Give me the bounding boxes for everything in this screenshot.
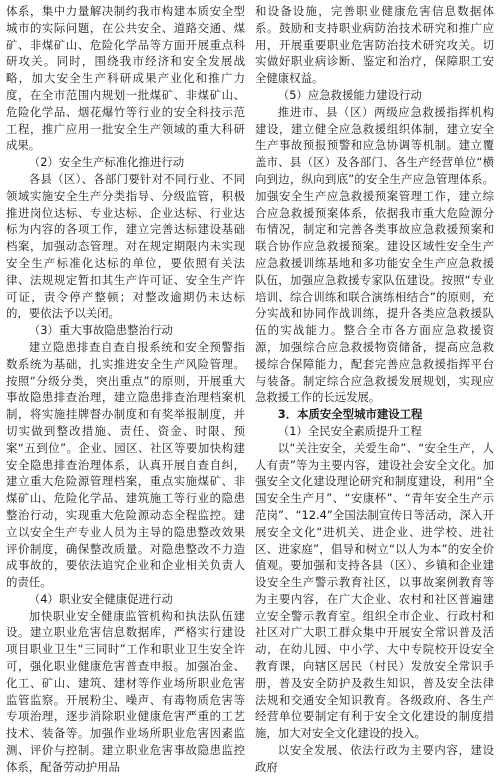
body-paragraph: 和设备设施，完善职业健康危害信息数据体系。鼓励和支持职业病防治技术研究和推广应用，开展重要职业危害防治技术研究攻关。切实做好职业病诊断、鉴定和治疗，保障职工安全健康权益。 (255, 4, 494, 86)
section-heading: 3．本质安全型城市建设工程 (277, 407, 423, 422)
body-paragraph: 以“关注安全，关爱生命”、“安全生产，人人有责”等为主要内容，建设社会安全文化。加强安全文化建设理论研究和制度建设，利用“全国安全生产月”、“安康杯”、“青年安全生产示范岗”、“12.4”全国法制宣传日等活动，深入开展安全文化“进机关、进企业、进学校、进社区、进家庭”，倡导和树立“以人为本”的安全价值观。要加强和支持各县（区）、乡镇和企业建设安全生产警示教育社区，以事故案例教育等为主要内容，在广大企业、农村和社区普遍建立安全警示教育室。组织全市企业、行政村和社区对广大职工群众集中开展安全常识普及活动，在幼儿园、中小学、大中专院校开设安全教育课，向辖区居民（村民）发放安全常识手册，普及安全防护及救生知识，普及安全法律法规和交通安全知识教育。各级政府、各生产经营单位要制定有利于安全文化建设的制度措施，加大对安全文化建设的投入。 (255, 440, 494, 741)
body-paragraph: 推进市、县（区）两级应急救援指挥机构建设，建立健全应急救援组织体制，建立安全生产事故预报预警和应急协调等机制。建立覆盖市、县（区）及各部门、各生产经营单位“横向到边，纵向到底”的安全生产应急管理体系。加强安全生产应急救援预案管理工作，建立综合应急救援预案体系，依据我市重大危险源分布情况，制定和完善各类事故应急救援预案和联合协作应急救援预案。建设区域性安全生产应急救援训练基地和多功能安全生产应急救援队伍，加强应急救援专家队伍建设。按照“专业培训、综合训练和联合演练相结合”的原则，充分实战和协同作战训练，提升各类应急救援队伍的实战能力。整合全市各方面应急救援资源，加强综合应急救援物资储备，提高应急救援综合保障能力，配套完善应急救援指挥平台与装备。制定综合应急救援发展规划，实现应急救援工作的长远发展。 (255, 104, 494, 405)
two-column-layout (6, 3, 494, 776)
section-subheading: （1）全民安全素质提升工程 (277, 423, 422, 438)
body-paragraph: 以安全发展、依法行政为主要内容，建设政府 (255, 743, 494, 774)
body-paragraph: 各县（区）、各部门要针对不同行业、不同领域实施安全生产分类指导、分级监管，积极推进岗位达标、专业达标、企业达标、行业达标为内容的各项工作，建立完善达标建设基础档案，加强动态管理。对在规定期限内未实现安全生产标准化达标的单位，要依照有关法律、法规规定暂扣其生产许可证、安全生产许可证，责令停产整顿；对整改逾期仍未达标的，要依法予以关闭。 (6, 171, 245, 321)
section-subheading: （3）重大事故隐患整治行动 (28, 323, 173, 338)
left-column (6, 3, 245, 776)
section-subheading: （5）应急救援能力建设行动 (277, 87, 422, 102)
section-subheading: （4）职业安全健康促进行动 (28, 591, 173, 606)
section-subheading: （2）安全生产标准化推进行动 (28, 155, 185, 170)
right-column (255, 3, 494, 776)
body-paragraph: 加快职业安全健康监管机构和执法队伍建设。建立职业危害信息数据库，严格实行建设项目职业卫生“三同时”工作和职业卫生安全许可，强化职业健康危害普查申报。加强冶金、化工、矿山、建筑、建材等作业场所职业危害监管监察。开展粉尘、噪声、有毒物质危害等专项治理，逐步消除职业健康危害严重的工艺技术、装备等。加强作业场所职业危害因素监测、评价与控制。建立职业危害事故隐患监控体系，配备劳动护用品 (6, 608, 245, 774)
body-paragraph: 建立隐患排查自查自报系统和安全预警指数系统为基础，扎实推进安全生产风险管理。按照“分级分类，突出重点”的原则，开展重大事故隐患排查治理，建立隐患排查治理档案机制，将实施挂牌督办制度和有奖举报制度，并切实做到整改措施、责任、资金、时限、预案“五到位”。企业、园区、社区等要加快构建安全隐患排查治理体系，认真开展自查自纠，建立重大危险源管理档案，重点实施煤矿、非煤矿山、危险化学品、建筑施工等行业的隐患整治行动，实现重大危险源动态全程监控。建立以安全生产专业人员为主导的隐患整改效果评价制度，确保整改质量。对隐患整改不力造成事故的，要依法追究企业和企业相关负责人的责任。 (6, 339, 245, 590)
body-paragraph: 体系，集中力量解决制约我市构建本质安全型城市的实际问题，在公共安全、道路交通、煤矿、非煤矿山、危险化学品等方面开展重点科研攻关。同时，围绕我市经济和安全发展战略，加大安全生产科研成果产业化和推广力度，在全市范围内规划一批煤矿、非煤矿山、危险化学品、烟花爆竹等行业的安全科技示范工程，推广应用一批安全生产领域的重大科研成果。 (6, 4, 245, 153)
